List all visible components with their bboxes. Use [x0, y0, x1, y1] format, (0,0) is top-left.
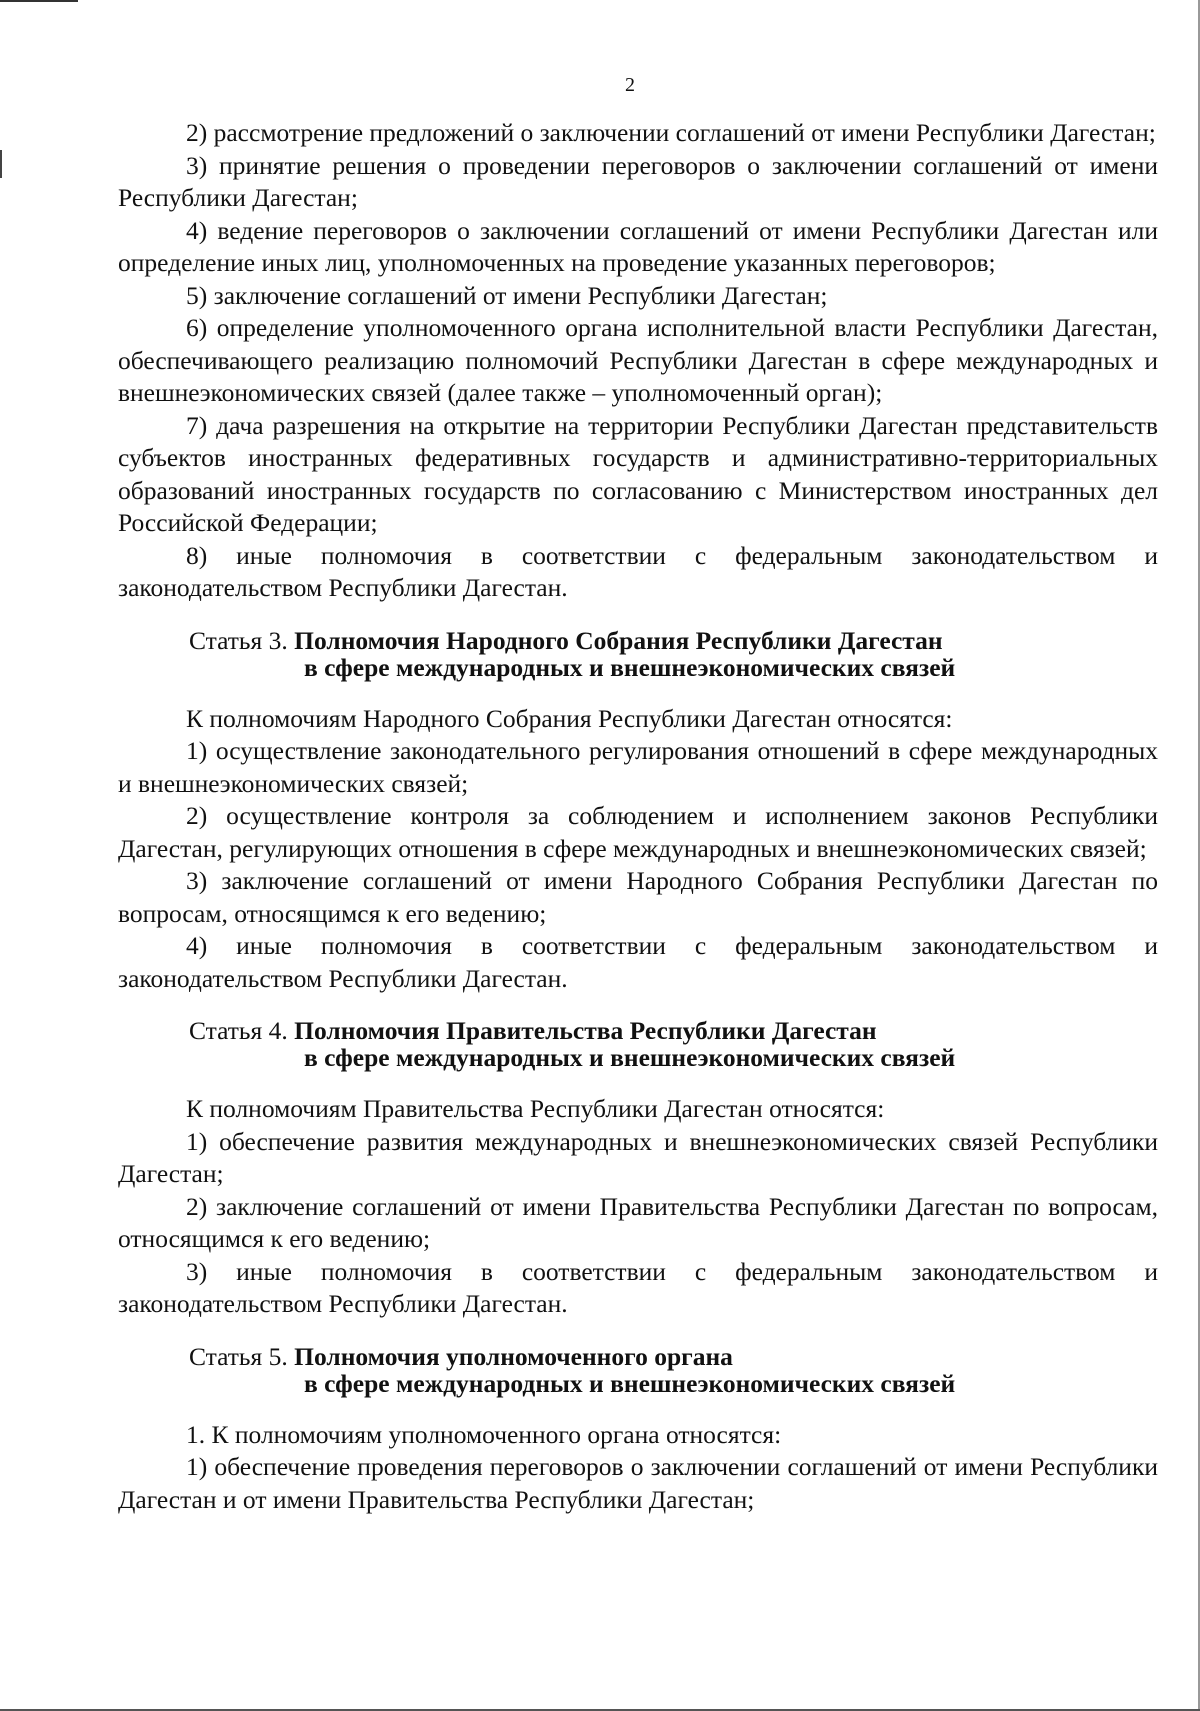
article-5-heading: [189, 1343, 1158, 1397]
article-3-heading-line1: [189, 627, 1158, 654]
article-3-title-line1: Полномочия Народного Собрания Республики Дагестан: [294, 625, 943, 655]
article-4-label: Статья 4.: [189, 1016, 295, 1045]
article-4-heading: [189, 1017, 1158, 1071]
intro-item-3: 3) принятие решения о проведении переговоров о заключении соглашений от имени Республики Дагестан;: [118, 150, 1158, 212]
article-3-paragraph: 2) осуществление контроля за соблюдением и исполнением законов Республики Дагестан, регулирующих отношения в сфере международных и внешнеэкономических связей;: [118, 801, 1158, 863]
article-3-paragraph: 3) заключение соглашений от имени Народного Собрания Республики Дагестан по вопросам, относящимся к его ведению;: [118, 866, 1158, 928]
article-3-heading: [189, 627, 1158, 681]
page-number: 2: [625, 74, 635, 96]
intro-item-7: 7) дача разрешения на открытие на территории Республики Дагестан представительств субъектов иностранных федеративных государств и административно-территориальных образований иностранных государств по согласованию с Министерством иностранных дел Российской Федерации;: [118, 410, 1158, 537]
article-5-title-line2: в сфере международных и внешнеэкономических связей: [304, 1368, 956, 1398]
article-5-title-line1: Полномочия уполномоченного органа: [294, 1341, 733, 1371]
article-5-paragraph: 1) обеспечение проведения переговоров о заключении соглашений от имени Республики Дагестан и от имени Правительства Республики Дагестан;: [118, 1452, 1158, 1514]
article-3-paragraph: 1) осуществление законодательного регулирования отношений в сфере международных и внешнеэкономических связей;: [118, 736, 1158, 798]
article-5-heading-line1: [189, 1343, 1158, 1370]
intro-item-4: 4) ведение переговоров о заключении соглашений от имени Республики Дагестан или определение иных лиц, уполномоченных на проведение указанных переговоров;: [118, 215, 1158, 277]
article-5-label: Статья 5.: [189, 1341, 295, 1371]
article-4-paragraph: 1) обеспечение развития международных и внешнеэкономических связей Республики Дагестан;: [118, 1126, 1158, 1188]
article-4-paragraph: 3) иные полномочия в соответствии с федеральным законодательством и законодательством Республики Дагестан.: [118, 1256, 1158, 1318]
intro-item-6: 6) определение уполномоченного органа исполнительной власти Республики Дагестан, обеспечивающего реализацию полномочий Республики Дагестан в сфере международных и внешнеэкономических связей (далее также – уполномоченный орган);: [118, 313, 1158, 407]
article-3-title-line2: в сфере международных и внешнеэкономических связей: [304, 652, 956, 682]
article-3-label: Статья 3.: [189, 625, 295, 655]
intro-item-8: 8) иные полномочия в соответствии с федеральным законодательством и законодательством Республики Дагестан.: [118, 540, 1158, 602]
document-body: [118, 117, 1158, 1516]
intro-item-5: 5) заключение соглашений от имени Республики Дагестан;: [186, 280, 828, 310]
article-4-heading-line1: [189, 1017, 1158, 1044]
article-3-paragraph: К полномочиям Народного Собрания Республики Дагестан относятся:: [186, 703, 953, 733]
article-4-paragraph: 2) заключение соглашений от имени Правительства Республики Дагестан по вопросам, относящимся к его ведению;: [118, 1191, 1158, 1253]
article-4-paragraph: К полномочиям Правительства Республики Дагестан относятся:: [186, 1094, 885, 1123]
article-3-paragraph: 4) иные полномочия в соответствии с федеральным законодательством и законодательством Республики Дагестан.: [118, 931, 1158, 993]
article-4-title-line2: в сфере международных и внешнеэкономических связей: [304, 1043, 956, 1072]
intro-item-2: 2) рассмотрение предложений о заключении соглашений от имени Республики Дагестан;: [186, 118, 1156, 147]
scan-edge-mark-left: [0, 150, 2, 178]
article-4-title-line1: Полномочия Правительства Республики Дагестан: [294, 1016, 877, 1045]
article-5-paragraph: 1. К полномочиям уполномоченного органа относятся:: [186, 1419, 782, 1449]
scan-edge-mark-top: [0, 0, 78, 2]
